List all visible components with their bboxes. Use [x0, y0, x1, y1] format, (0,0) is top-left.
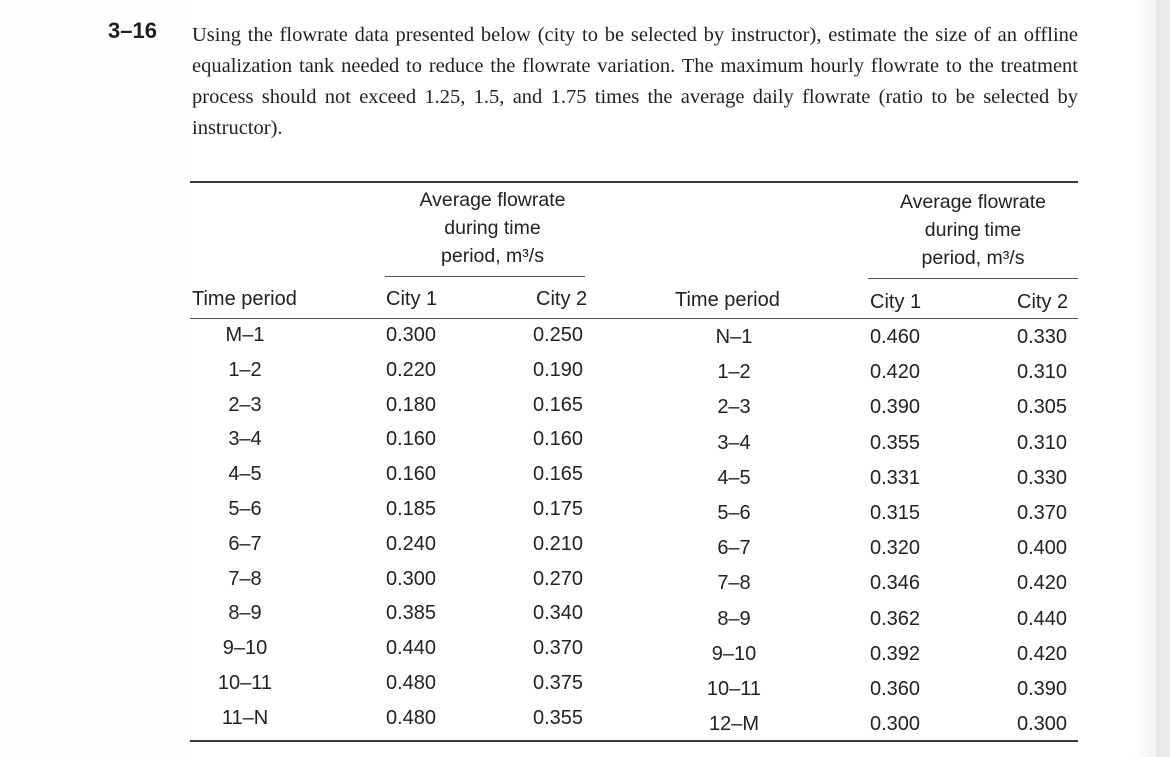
left-cell-r11-c0: 11–N — [221, 706, 269, 729]
right-cell-r4-c0: 4–5 — [717, 466, 751, 489]
left-cell-r6-c1: 0.240 — [386, 532, 437, 555]
right-cell-r8-c0: 8–9 — [717, 607, 751, 630]
left-cell-r6-c0: 6–7 — [228, 532, 262, 555]
left-group-header-line1: Average flowrate — [419, 189, 566, 211]
left-cell-r1-c2: 0.190 — [533, 358, 584, 381]
right-group-header-line3: period, m³/s — [921, 247, 1025, 269]
right-cell-r11-c2: 0.300 — [1017, 713, 1068, 736]
right-group-rule — [868, 278, 1078, 279]
right-cell-r4-c2: 0.330 — [1017, 466, 1068, 489]
right-cell-r8-c1: 0.362 — [870, 607, 921, 630]
right-cell-r3-c0: 3–4 — [717, 431, 751, 454]
left-cell-r4-c1: 0.160 — [386, 463, 437, 486]
right-cell-r9-c0: 9–10 — [711, 642, 757, 665]
right-cell-r1-c0: 1–2 — [717, 361, 751, 384]
right-cell-r0-c1: 0.460 — [870, 326, 921, 348]
right-cell-r11-c0: 12–M — [708, 713, 760, 736]
left-cell-r3-c2: 0.160 — [533, 428, 584, 451]
right-cell-r3-c2: 0.310 — [1017, 431, 1068, 454]
right-cell-r0-c0: N–1 — [715, 326, 753, 348]
table-top-rule — [190, 181, 1078, 183]
left-cell-r1-c0: 1–2 — [228, 358, 262, 381]
left-cell-r7-c0: 7–8 — [228, 567, 262, 590]
right-cell-r9-c2: 0.420 — [1017, 642, 1068, 665]
right-cell-r7-c2: 0.420 — [1017, 572, 1068, 595]
header-bottom-rule — [190, 318, 1078, 319]
right-cell-r1-c1: 0.420 — [870, 361, 921, 384]
left-cell-r1-c1: 0.220 — [386, 358, 437, 381]
col-header-city2-right: City 2 — [1017, 291, 1069, 313]
right-cell-r7-c1: 0.346 — [870, 572, 921, 595]
left-cell-r10-c2: 0.375 — [533, 672, 584, 694]
left-cell-r11-c1: 0.480 — [386, 706, 437, 729]
right-cell-r2-c1: 0.390 — [870, 396, 921, 419]
left-cell-r0-c1: 0.300 — [386, 324, 437, 346]
left-cell-r5-c1: 0.185 — [386, 498, 437, 520]
right-cell-r4-c1: 0.331 — [870, 466, 921, 489]
page-edge — [1156, 0, 1170, 757]
right-cell-r11-c1: 0.300 — [870, 713, 921, 736]
col-header-city1-right: City 1 — [870, 291, 922, 313]
right-cell-r7-c0: 7–8 — [717, 572, 751, 595]
left-cell-r3-c1: 0.160 — [386, 428, 437, 451]
right-cell-r5-c2: 0.370 — [1017, 502, 1068, 524]
right-cell-r10-c0: 10–11 — [706, 678, 762, 700]
right-cell-r8-c2: 0.440 — [1017, 607, 1068, 630]
left-cell-r9-c2: 0.370 — [533, 637, 584, 660]
table-bottom-rule — [190, 740, 1078, 742]
left-cell-r7-c2: 0.270 — [533, 567, 584, 590]
right-cell-r6-c0: 6–7 — [717, 537, 751, 560]
left-cell-r0-c0: M–1 — [225, 324, 265, 346]
right-cell-r2-c0: 2–3 — [717, 396, 751, 419]
right-cell-r5-c1: 0.315 — [870, 502, 921, 524]
left-cell-r2-c1: 0.180 — [386, 393, 437, 416]
left-cell-r4-c2: 0.165 — [533, 463, 584, 486]
right-cell-r6-c2: 0.400 — [1017, 537, 1068, 560]
left-cell-r4-c0: 4–5 — [228, 463, 262, 486]
left-cell-r9-c1: 0.440 — [386, 637, 437, 660]
left-group-header-line3: period, m³/s — [441, 245, 544, 267]
right-cell-r1-c2: 0.310 — [1017, 361, 1068, 384]
right-cell-r6-c1: 0.320 — [870, 537, 921, 560]
left-cell-r8-c2: 0.340 — [533, 602, 584, 625]
left-cell-r8-c1: 0.385 — [386, 602, 437, 625]
left-cell-r11-c2: 0.355 — [533, 706, 584, 729]
left-cell-r5-c0: 5–6 — [228, 498, 262, 520]
left-cell-r5-c2: 0.175 — [533, 498, 584, 520]
col-header-time-right: Time period — [675, 289, 780, 311]
col-header-city2-left: City 2 — [536, 288, 588, 310]
left-cell-r9-c0: 9–10 — [222, 637, 268, 660]
left-cell-r6-c2: 0.210 — [533, 532, 584, 555]
col-header-time-left: Time period — [192, 288, 297, 310]
problem-statement: Using the flowrate data presented below (city to be selected by instructor), estimate the size of an offline equalization tank needed to reduce the flowrate variation. The maximum hourly flowrate to the treatment process should not exceed 1.25, 1.5, and 1.75 times the average daily flowrate (ratio to be selected by instructor). — [192, 24, 1078, 139]
left-cell-r7-c1: 0.300 — [386, 567, 437, 590]
left-group-header-line2: during time — [444, 217, 541, 239]
left-cell-r10-c0: 10–11 — [217, 672, 273, 694]
left-group-rule — [385, 276, 585, 277]
left-cell-r10-c1: 0.480 — [386, 672, 437, 694]
right-cell-r5-c0: 5–6 — [717, 502, 751, 524]
right-group-header-line1: Average flowrate — [900, 191, 1046, 213]
problem-number: 3–16 — [108, 18, 157, 43]
left-cell-r3-c0: 3–4 — [228, 428, 262, 451]
right-cell-r3-c1: 0.355 — [870, 431, 921, 454]
right-group-header — [868, 188, 1078, 272]
right-cell-r2-c2: 0.305 — [1017, 396, 1068, 419]
right-cell-r10-c2: 0.390 — [1017, 678, 1068, 700]
right-cell-r9-c1: 0.392 — [870, 642, 921, 665]
right-group-header-line2: during time — [924, 219, 1022, 241]
left-cell-r2-c2: 0.165 — [533, 393, 584, 416]
left-group-header — [385, 186, 600, 270]
left-cell-r8-c0: 8–9 — [228, 602, 262, 625]
right-cell-r10-c1: 0.360 — [870, 678, 921, 700]
left-cell-r0-c2: 0.250 — [533, 324, 584, 346]
right-cell-r0-c2: 0.330 — [1017, 326, 1068, 348]
left-cell-r2-c0: 2–3 — [228, 393, 262, 416]
col-header-city1-left: City 1 — [386, 288, 438, 310]
